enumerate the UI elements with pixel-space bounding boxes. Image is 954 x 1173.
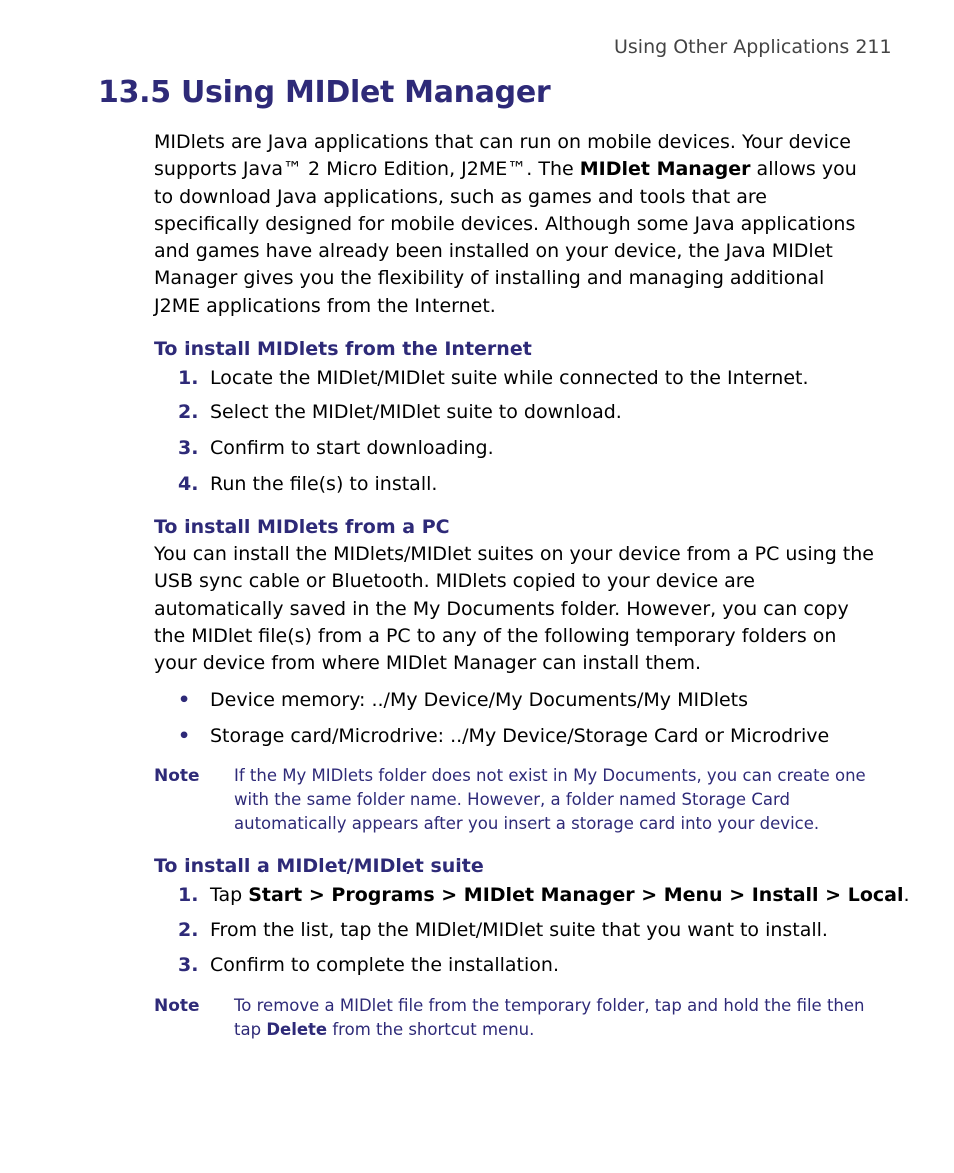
step-menu-path: Start > Programs > MIDlet Manager > Menu > Install > Local [248, 884, 904, 906]
step-text: From the list, tap the MIDlet/MIDlet suite that you want to install. [210, 919, 828, 941]
note-label: Note [154, 766, 200, 786]
bullet-text: Storage card/Microdrive: ../My Device/Storage Card or Microdrive [210, 725, 830, 747]
note-text-post: from the shortcut menu. [327, 1020, 535, 1039]
step-text: Confirm to start downloading. [210, 437, 494, 459]
intro-bold-term: MIDlet Manager [579, 158, 751, 181]
note-text: If the My MIDlets folder does not exist in My Documents, you can create one with the same folder name. However, a folder named Storage Card automatically appears after you insert a storage card into your device. [234, 766, 866, 833]
step-text [210, 882, 910, 909]
note-label: Note [154, 996, 200, 1016]
heading-install-suite: To install a MIDlet/MIDlet suite [154, 855, 484, 877]
step-text: Run the file(s) to install. [210, 473, 438, 495]
step-number: 2. [178, 401, 199, 423]
step-text: Select the MIDlet/MIDlet suite to download. [210, 401, 622, 423]
running-header: Using Other Applications 211 [614, 36, 892, 58]
bullet-text: Device memory: ../My Device/My Documents/My MIDlets [210, 689, 749, 711]
step-number: 2. [178, 919, 199, 941]
step-number: 1. [178, 884, 199, 906]
step-number: 4. [178, 473, 199, 495]
heading-install-pc: To install MIDlets from a PC [154, 516, 450, 538]
pc-paragraph: You can install the MIDlets/MIDlet suites on your device from a PC using the USB sync cable or Bluetooth. MIDlets copied to your device are automatically saved in the My Documents folder. However, you can copy the MIDlet file(s) from a PC to any of the following temporary folders on your device from where MIDlet Manager can install them. [154, 543, 874, 675]
step-text: Confirm to complete the installation. [210, 954, 559, 976]
intro-text-1: MIDlets are Java applications that can run on mobile devices. Your device supports Java™ 2 Micro Edition, J2ME™. The [154, 131, 851, 181]
note-bold-term: Delete [266, 1020, 328, 1039]
step-text: Locate the MIDlet/MIDlet suite while connected to the Internet. [210, 367, 809, 389]
step-number: 3. [178, 437, 199, 459]
note-text [234, 994, 874, 1042]
page-title: 13.5 Using MIDlet Manager [98, 75, 551, 110]
step-text-pre: Tap [210, 884, 249, 906]
step-text-post: . [903, 884, 910, 906]
step-number: 1. [178, 367, 199, 389]
intro-text-2: allows you to download Java applications, such as games and tools that are specifically designed for mobile devices. Although some Java applications and games have already been installed on your device, the Java MIDlet Manager gives you the flexibility of installing and managing additional J2ME applications from the Internet. [154, 158, 857, 317]
bullet-mark: • [178, 725, 191, 747]
note-text-pre: To remove a MIDlet file from the temporary folder, tap and hold the file then tap [234, 996, 865, 1039]
step-number: 3. [178, 954, 199, 976]
heading-install-internet: To install MIDlets from the Internet [154, 338, 532, 360]
bullet-mark: • [178, 689, 191, 711]
intro-paragraph [154, 129, 874, 320]
